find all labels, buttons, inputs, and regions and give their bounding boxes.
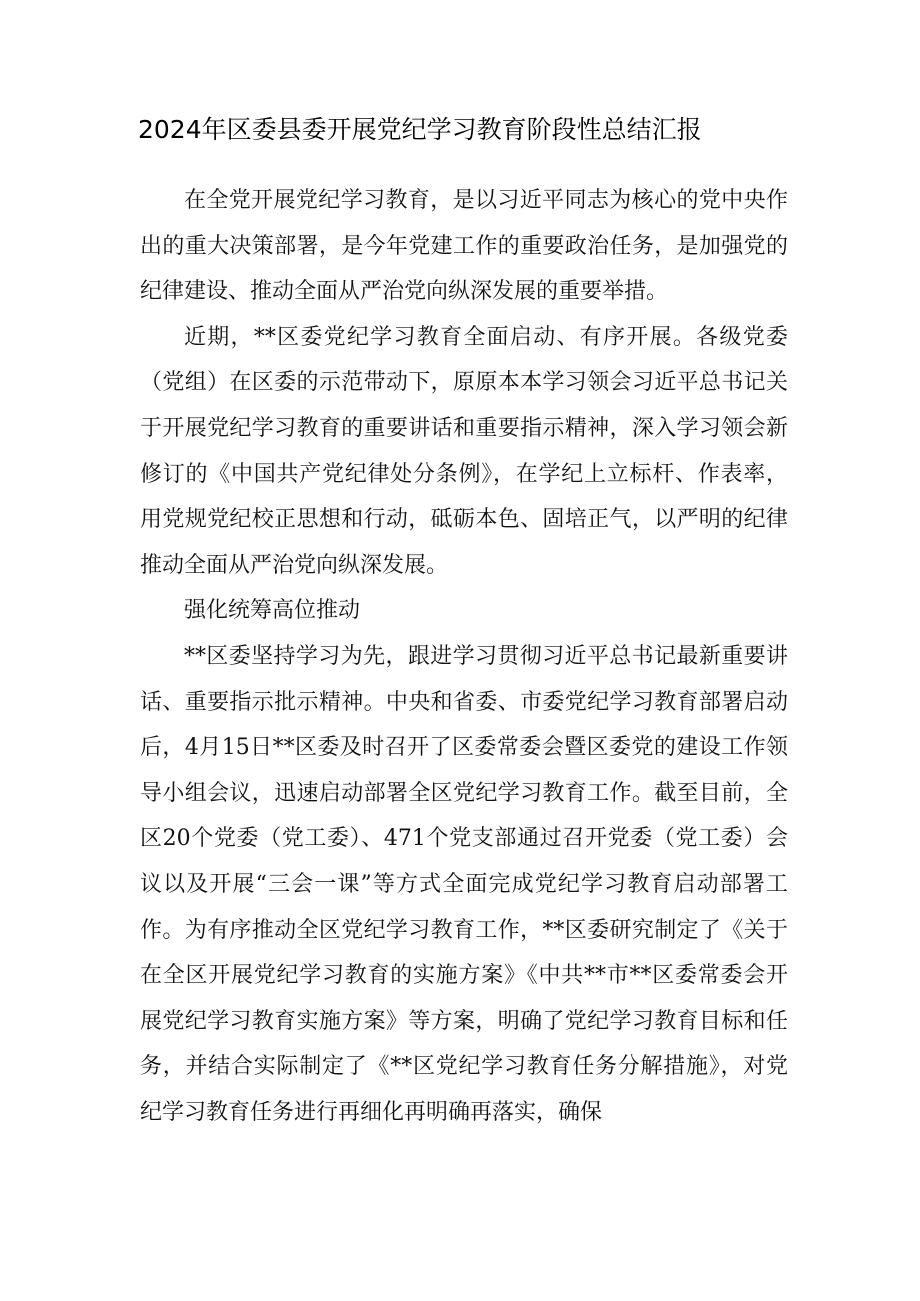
progress-paragraph: 近期，**区委党纪学习教育全面启动、有序开展。各级党委（党组）在区委的示范带动下，原原本本学习领会习近平总书记关于开展党纪学习教育的重要讲话和重要指示精神，深入学习领会新修订的《中国共产党纪律处分条例》，在学纪上立标杆、作表率，用党规党纪校正思想和行动，砥砺本色、固培正气，以严明的纪律推动全面从严治党向纵深发展。 (140, 324, 788, 578)
document-title: 2024年区委县委开展党纪学习教育阶段性总结汇报 (138, 115, 702, 144)
section-paragraph: **区委坚持学习为先，跟进学习贯彻习近平总书记最新重要讲话、重要指示批示精神。中央和省委、市委党纪学习教育部署启动后，4月15日**区委及时召开了区委常委会暨区委党的建设工作领导小组会议，迅速启动部署全区党纪学习教育工作。截至目前，全区20个党委（党工委）、471个党支部通过召开党委（党工委）会议以及开展“三会一课”等方式全面完成党纪学习教育启动部署工作。为有序推动全区党纪学习教育工作，**区委研究制定了《关于在全区开展党纪学习教育的实施方案》《中共**市**区委常委会开展党纪学习教育实施方案》等方案，明确了党纪学习教育目标和任务，并结合实际制定了《**区党纪学习教育任务分解措施》，对党纪学习教育任务进行再细化再明确再落实，确保 (140, 643, 788, 1125)
section-heading: 强化统筹高位推动 (184, 598, 361, 624)
intro-paragraph: 在全党开展党纪学习教育，是以习近平同志为核心的党中央作出的重大决策部署，是今年党建工作的重要政治任务，是加强党的纪律建设、推动全面从严治党向纵深发展的重要举措。 (140, 188, 788, 305)
document-body (140, 178, 788, 1135)
